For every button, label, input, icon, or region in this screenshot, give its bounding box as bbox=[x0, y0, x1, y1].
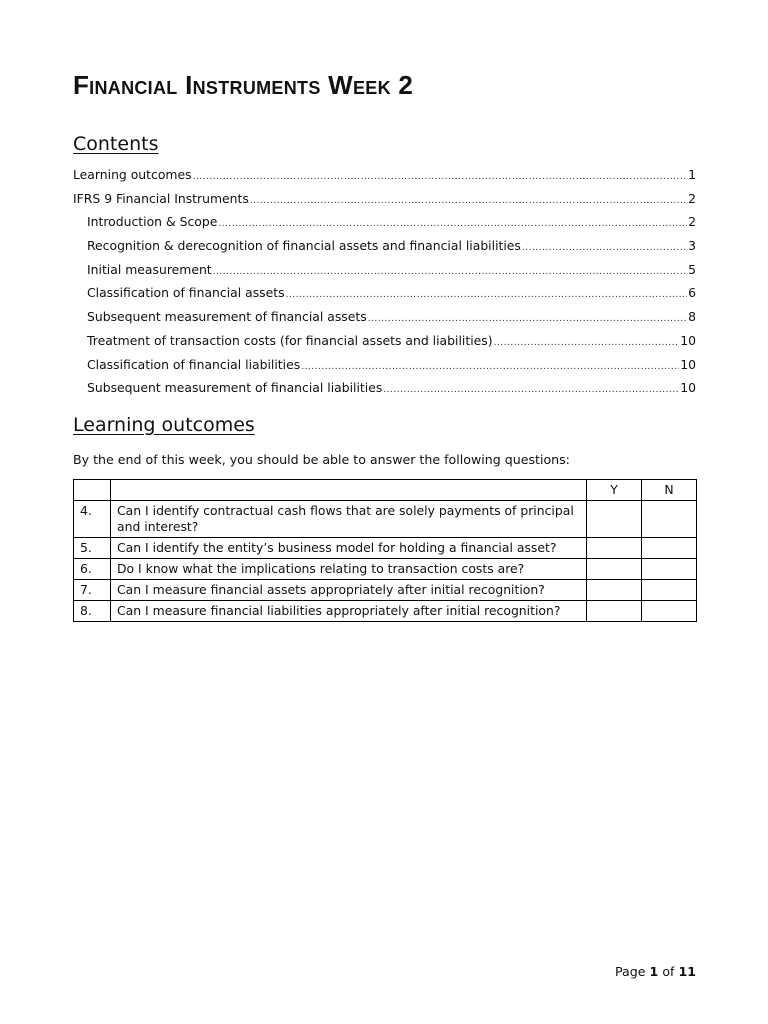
table-row bbox=[74, 501, 697, 538]
yes-checkbox-cell[interactable] bbox=[587, 580, 642, 601]
yes-checkbox-cell[interactable] bbox=[587, 538, 642, 559]
toc-leader-dots bbox=[286, 290, 688, 300]
footer-page-total: 11 bbox=[678, 964, 696, 979]
toc-entry-page: 10 bbox=[680, 332, 696, 348]
footer-page-num: 1 bbox=[649, 964, 659, 979]
toc-leader-dots bbox=[193, 172, 688, 182]
row-number: 4. bbox=[74, 501, 111, 538]
document-page bbox=[73, 0, 696, 1024]
toc-entry-label: Introduction & Scope bbox=[87, 214, 218, 230]
toc-leader-dots bbox=[522, 243, 687, 253]
toc-leader-dots bbox=[383, 385, 679, 395]
yes-checkbox-cell[interactable] bbox=[587, 559, 642, 580]
row-number: 5. bbox=[74, 538, 111, 559]
header-num-cell bbox=[74, 480, 111, 501]
header-n-cell: N bbox=[642, 480, 697, 501]
header-question-cell bbox=[111, 480, 587, 501]
row-question: Can I measure financial assets appropriately after initial recognition? bbox=[111, 580, 587, 601]
row-number: 6. bbox=[74, 559, 111, 580]
footer-of-word: of bbox=[662, 964, 675, 979]
learning-outcomes-intro: By the end of this week, you should be able to answer the following questions: bbox=[73, 452, 570, 467]
table-row bbox=[74, 538, 697, 559]
toc-entry[interactable] bbox=[73, 191, 696, 215]
row-number: 7. bbox=[74, 580, 111, 601]
toc-entry-label: Classification of financial assets bbox=[87, 285, 285, 301]
toc-entry-page: 1 bbox=[688, 167, 696, 182]
toc-leader-dots bbox=[301, 362, 679, 372]
no-checkbox-cell[interactable] bbox=[642, 501, 697, 538]
no-checkbox-cell[interactable] bbox=[642, 601, 697, 622]
row-question: Can I identify the entity’s business model for holding a financial asset? bbox=[111, 538, 587, 559]
toc-entry-label: Classification of financial liabilities bbox=[87, 356, 301, 372]
toc-entry-label: Subsequent measurement of financial liabilities bbox=[87, 380, 383, 396]
toc-entry[interactable] bbox=[73, 357, 696, 381]
no-checkbox-cell[interactable] bbox=[642, 559, 697, 580]
toc-entry-label: Subsequent measurement of financial assets bbox=[87, 309, 367, 325]
toc-entry[interactable] bbox=[73, 380, 696, 404]
row-question: Can I identify contractual cash flows that are solely payments of principal and interest? bbox=[111, 501, 587, 538]
table-header-row bbox=[74, 480, 697, 501]
table-row bbox=[74, 559, 697, 580]
toc-entry[interactable] bbox=[73, 309, 696, 333]
page-number-footer bbox=[615, 964, 696, 979]
toc-entry-page: 10 bbox=[680, 356, 696, 372]
row-question: Can I measure financial liabilities appropriately after initial recognition? bbox=[111, 601, 587, 622]
toc-entry[interactable] bbox=[73, 167, 696, 191]
header-y-cell: Y bbox=[587, 480, 642, 501]
contents-heading: Contents bbox=[73, 133, 159, 155]
row-question: Do I know what the implications relating to transaction costs are? bbox=[111, 559, 587, 580]
toc-entry[interactable] bbox=[73, 238, 696, 262]
no-checkbox-cell[interactable] bbox=[642, 538, 697, 559]
toc-entry-page: 2 bbox=[688, 214, 696, 230]
table-of-contents bbox=[73, 167, 696, 404]
toc-leader-dots bbox=[218, 219, 687, 229]
learning-outcomes-heading: Learning outcomes bbox=[73, 414, 255, 436]
toc-entry-label: Treatment of transaction costs (for financial assets and liabilities) bbox=[87, 332, 493, 348]
toc-entry-label: Recognition & derecognition of financial assets and financial liabilities bbox=[87, 238, 521, 254]
toc-entry[interactable] bbox=[73, 214, 696, 238]
toc-entry[interactable] bbox=[73, 285, 696, 309]
toc-entry-page: 10 bbox=[680, 380, 696, 396]
table-row bbox=[74, 580, 697, 601]
toc-entry-page: 8 bbox=[688, 309, 696, 325]
yes-checkbox-cell[interactable] bbox=[587, 501, 642, 538]
toc-entry-label: Learning outcomes bbox=[73, 167, 192, 182]
footer-page-word: Page bbox=[615, 964, 646, 979]
toc-entry-label: IFRS 9 Financial Instruments bbox=[73, 190, 249, 206]
toc-entry-page: 2 bbox=[688, 190, 696, 206]
yes-checkbox-cell[interactable] bbox=[587, 601, 642, 622]
toc-leader-dots bbox=[250, 196, 687, 206]
toc-entry[interactable] bbox=[73, 333, 696, 357]
no-checkbox-cell[interactable] bbox=[642, 580, 697, 601]
toc-leader-dots bbox=[494, 338, 680, 348]
learning-outcomes-table bbox=[73, 479, 697, 622]
toc-entry-page: 6 bbox=[688, 285, 696, 301]
toc-entry-page: 3 bbox=[688, 238, 696, 254]
toc-entry-page: 5 bbox=[688, 261, 696, 277]
document-title: Financial Instruments Week 2 bbox=[73, 70, 414, 100]
toc-entry[interactable] bbox=[73, 262, 696, 286]
toc-leader-dots bbox=[213, 267, 687, 277]
toc-leader-dots bbox=[368, 314, 687, 324]
toc-entry-label: Initial measurement bbox=[87, 261, 212, 277]
table-row bbox=[74, 601, 697, 622]
row-number: 8. bbox=[74, 601, 111, 622]
